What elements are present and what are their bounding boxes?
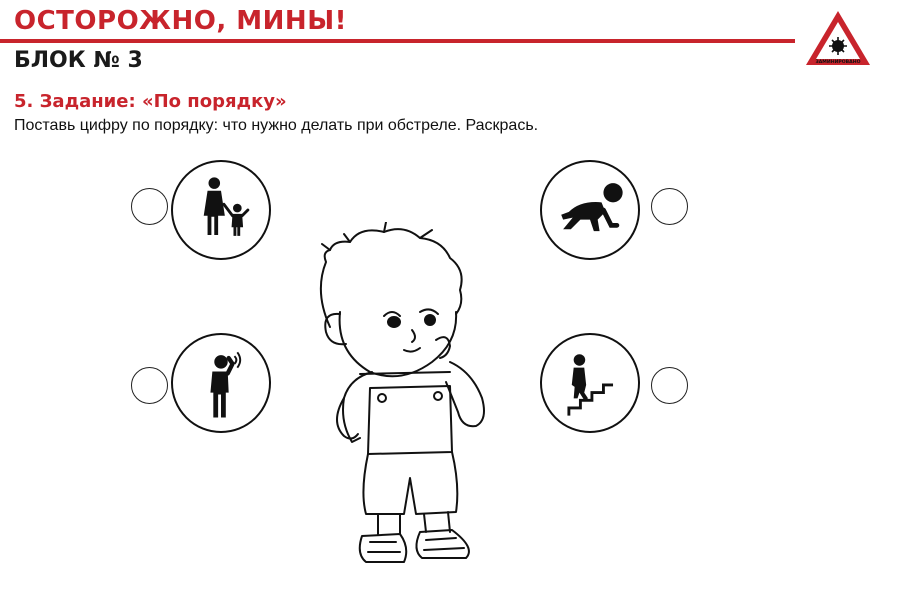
answer-circle-3[interactable] bbox=[131, 367, 168, 404]
adult-with-child-icon bbox=[173, 162, 269, 258]
pictogram-person-phone bbox=[171, 333, 271, 433]
pictogram-crawling-child bbox=[540, 160, 640, 260]
answer-circle-4[interactable] bbox=[651, 367, 688, 404]
task-instruction: Поставь цифру по порядку: что нужно делать при обстреле. Раскрась. bbox=[14, 117, 539, 134]
answer-circle-2[interactable] bbox=[651, 188, 688, 225]
pictogram-adult-with-child bbox=[171, 160, 271, 260]
header-divider bbox=[0, 39, 795, 43]
person-stairs-icon bbox=[542, 335, 638, 431]
crawling-child-icon bbox=[542, 162, 638, 258]
boy-illustration bbox=[300, 222, 510, 582]
pictogram-person-stairs bbox=[540, 333, 640, 433]
answer-circle-1[interactable] bbox=[131, 188, 168, 225]
block-number: БЛОК № 3 bbox=[14, 48, 143, 73]
mine-warning-sign-icon bbox=[803, 8, 873, 68]
page-title: ОСТОРОЖНО, МИНЫ! bbox=[14, 6, 347, 36]
sign-caption: ЗАМИНИРОВАНО bbox=[815, 60, 861, 65]
person-phone-call-icon bbox=[173, 335, 269, 431]
task-title: 5. Задание: «По порядку» bbox=[14, 91, 287, 112]
